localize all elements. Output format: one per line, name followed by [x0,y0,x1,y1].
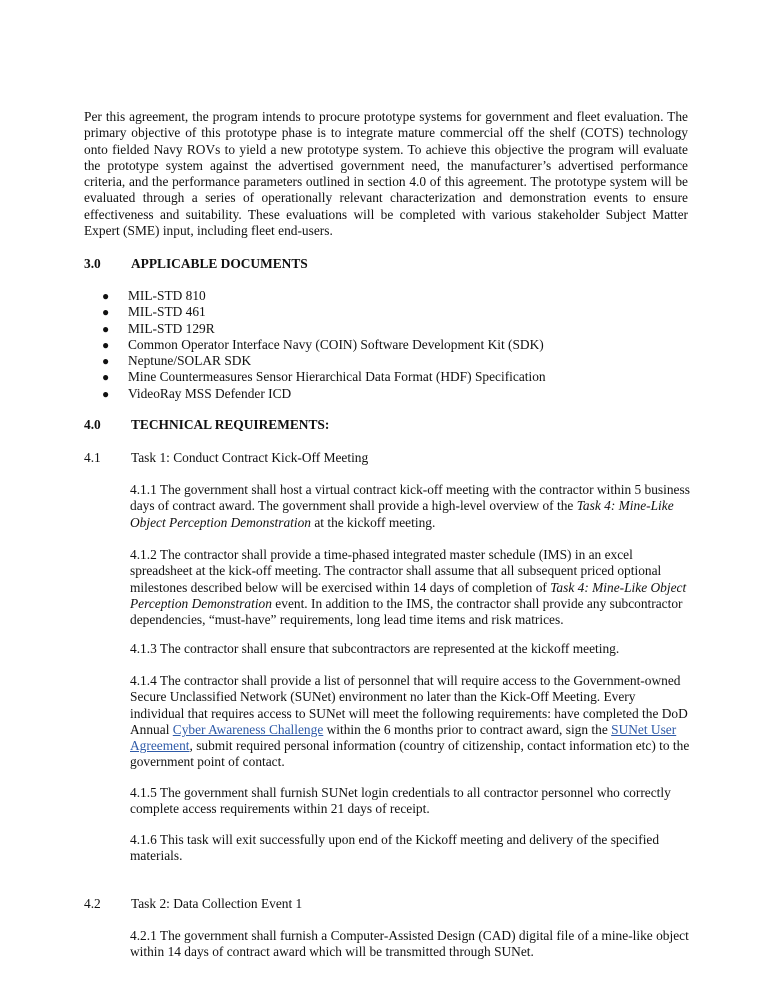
bullet-icon: ● [102,321,110,336]
paragraph-4-1-2: 4.1.2 The contractor shall provide a time-phased integrated master schedule (IMS) in an excel spreadsheet at the kick-off meeting. The contractor shall assume that all subsequent priced optional milestones described below will be exercised within 14 days of completion of Task 4: Mine-Like Object Perception Demonstration event. In addition to the IMS, the contractor shall provide any subcontractor dependencies, “must-have” requirements, long lead time items and risk matrices. [130,547,687,628]
subsection-title: Task 2: Data Collection Event 1 [131,896,303,911]
section-4 [84,417,329,433]
section-3 [84,256,688,272]
task-1-heading [84,450,368,466]
list-item: ● MIL-STD 461 [102,304,206,320]
paragraph-4-1-6: 4.1.6 This task will exit successfully upon end of the Kickoff meeting and delivery of the specified materials. [130,832,660,864]
list-item: ● MIL-STD 810 [102,288,206,303]
section-number: 4.0 [84,417,101,432]
bullet-icon: ● [102,289,110,303]
paragraph-4-2-1: 4.2.1 The government shall furnish a Computer-Assisted Design (CAD) digital file of a mine-like object within 14 days of contract award which will be transmitted through SUNet. [130,928,689,960]
cyber-awareness-challenge-link[interactable]: Cyber Awareness Challenge [172,721,324,737]
section-number: 3.0 [84,256,101,271]
section-title: APPLICABLE DOCUMENTS [131,256,308,271]
bullet-icon: ● [102,337,110,352]
section-3-heading [84,256,688,272]
paragraph-4-1-3: 4.1.3 The contractor shall ensure that subcontractors are represented at the kickoff meeting. [130,641,620,656]
applicable-documents-list [100,288,546,402]
bullet-icon: ● [102,370,110,385]
bullet-icon: ● [102,386,110,401]
sunet-user-agreement-link[interactable]: SUNet User Agreement [130,721,677,754]
subsection-number: 4.2 [84,896,101,911]
intro-paragraph: Per this agreement, the program intends to procure prototype systems for government and fleet evaluation. The primary objective of this prototype phase is to integrate mature commercial off the shelf (COTS) technology onto fielded Navy ROVs to yield a new prototype system. To achieve this objective the program will evaluate the prototype system against the advertised government need, the manufacturer’s advertised performance criteria, and the performance parameters outlined in section 4.0 of this agreement. The prototype system will be evaluated through a series of operationally relevant characterization and demonstration events to ensure effectiveness and suitability. These evaluations will be completed with various stakeholder Subject Matter Expert (SME) input, including fleet end-users. [84,109,688,239]
bullet-icon: ● [102,354,110,369]
section-4-heading [84,417,329,433]
subsection-number: 4.1 [84,450,101,465]
list-item: ● VideoRay MSS Defender ICD [102,385,292,401]
list-item: ● Common Operator Interface Navy (COIN) Software Development Kit (SDK) [102,336,544,352]
section-title: TECHNICAL REQUIREMENTS: [131,417,330,432]
paragraph-4-1-1: 4.1.1 The government shall host a virtual contract kick-off meeting with the contractor within 5 business days of contract award. The government shall provide a high-level overview of the Task 4: Mine-Like Object Perception Demonstration at the kickoff meeting. [130,482,690,530]
list-item: ● Mine Countermeasures Sensor Hierarchical Data Format (HDF) Specification [102,369,546,385]
task-2-heading [84,896,302,912]
list-item: ● Neptune/SOLAR SDK [102,353,252,369]
bullet-icon: ● [102,305,110,320]
list-item: ● MIL-STD 129R [102,320,215,336]
paragraph-4-1-5: 4.1.5 The government shall furnish SUNet login credentials to all contractor personnel who correctly complete access requirements within 21 days of receipt. [130,785,671,817]
subsection-title: Task 1: Conduct Contract Kick-Off Meeting [131,450,369,465]
paragraph-4-1-4: 4.1.4 The contractor shall provide a list of personnel that will require access to the Government-owned Secure Unclassified Network (SUNet) environment no later than the Kick-Off Meeting. Every individual that requires access to SUNet will meet the following requirements: have completed the DoD Annual Cyber Awareness Challenge within the 6 months prior to contract award, sign the SUNet User Agreement, submit required personal information (country of citizenship, contact information etc) to the government point of contact. [130,673,690,770]
